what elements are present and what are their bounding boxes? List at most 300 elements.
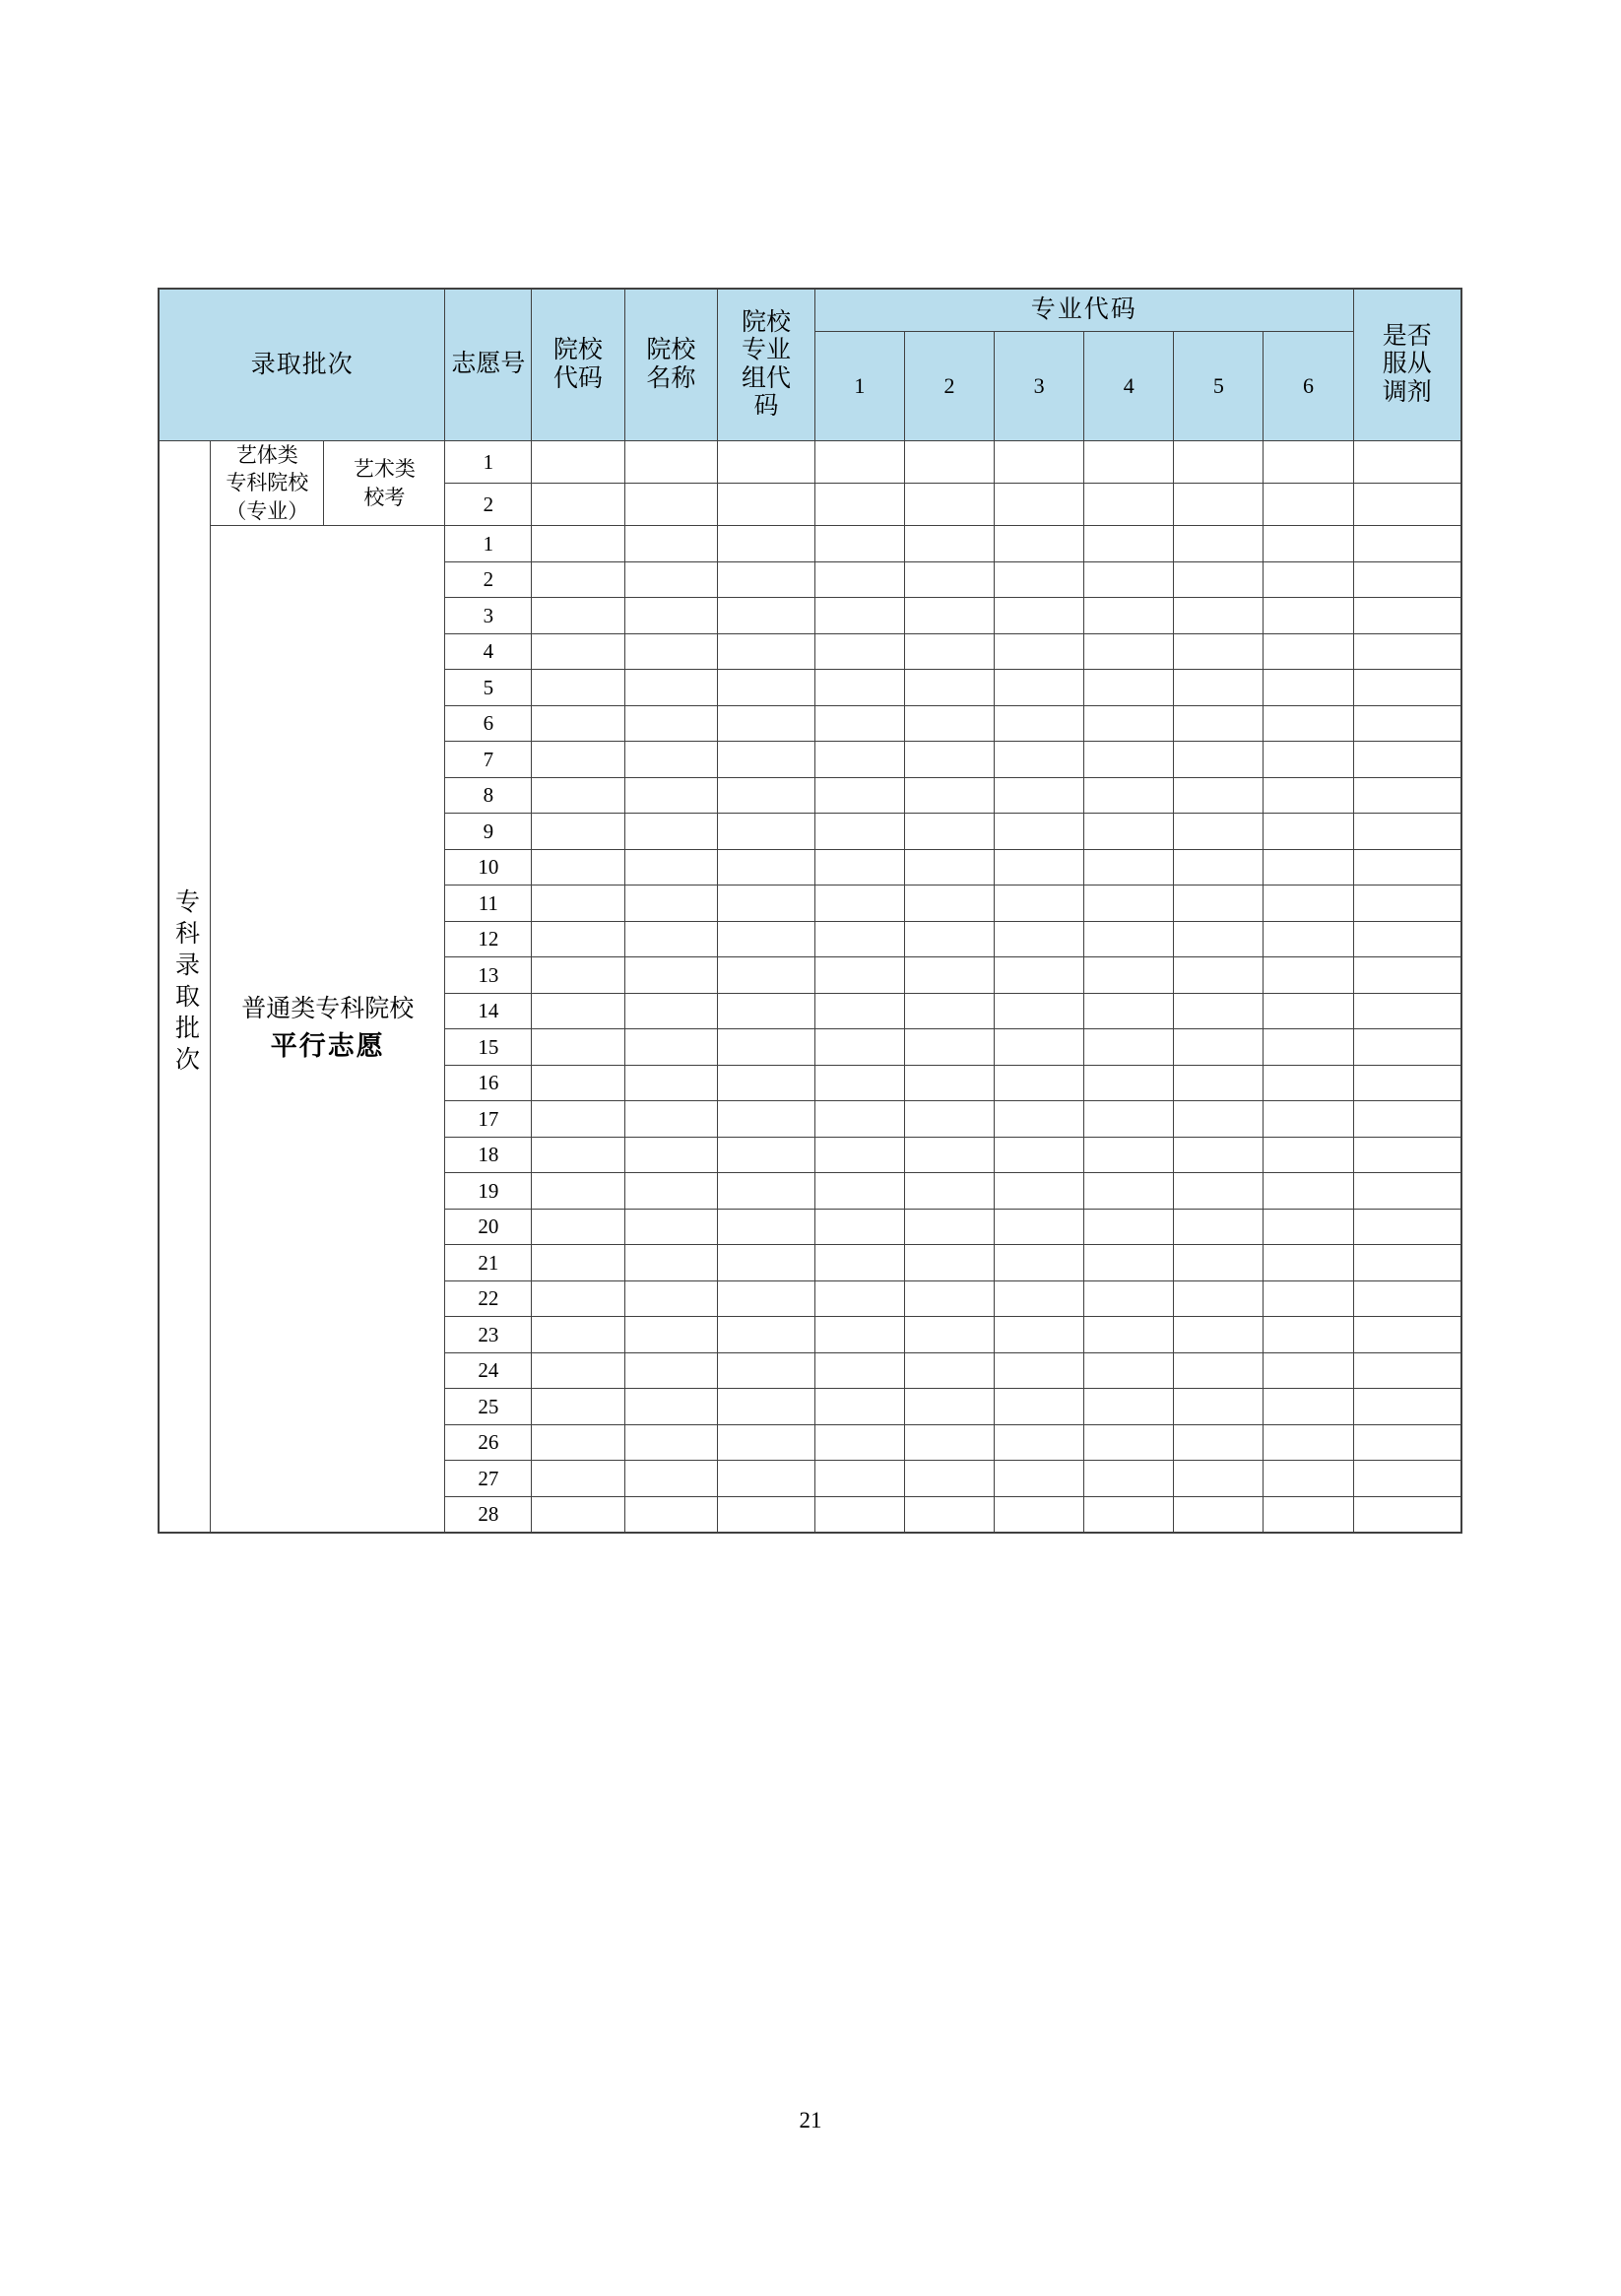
input-cell[interactable] (624, 633, 717, 670)
input-cell[interactable] (624, 1245, 717, 1281)
input-cell[interactable] (1353, 886, 1461, 922)
input-cell[interactable] (624, 742, 717, 778)
input-cell[interactable] (532, 1424, 624, 1461)
input-cell[interactable] (624, 1065, 717, 1101)
input-cell[interactable] (532, 1352, 624, 1389)
input-cell[interactable] (718, 1424, 815, 1461)
input-cell[interactable] (1174, 705, 1264, 742)
input-cell[interactable] (1264, 526, 1353, 562)
input-cell[interactable] (624, 1461, 717, 1497)
input-cell[interactable] (624, 921, 717, 957)
input-cell[interactable] (718, 1389, 815, 1425)
input-cell[interactable] (1264, 1245, 1353, 1281)
input-cell[interactable] (1353, 1352, 1461, 1389)
input-cell[interactable] (718, 670, 815, 706)
input-cell[interactable] (532, 1245, 624, 1281)
input-cell[interactable] (904, 598, 994, 634)
input-cell[interactable] (624, 849, 717, 886)
input-cell[interactable] (1174, 484, 1264, 526)
input-cell[interactable] (814, 957, 904, 994)
input-cell[interactable] (1353, 1496, 1461, 1533)
input-cell[interactable] (624, 886, 717, 922)
input-cell[interactable] (1174, 598, 1264, 634)
input-cell[interactable] (1353, 1389, 1461, 1425)
input-cell[interactable] (814, 1209, 904, 1245)
input-cell[interactable] (814, 1245, 904, 1281)
input-cell[interactable] (624, 1029, 717, 1066)
input-cell[interactable] (1084, 1280, 1174, 1317)
input-cell[interactable] (1174, 1029, 1264, 1066)
input-cell[interactable] (532, 484, 624, 526)
input-cell[interactable] (718, 1352, 815, 1389)
input-cell[interactable] (1174, 1424, 1264, 1461)
input-cell[interactable] (1353, 561, 1461, 598)
input-cell[interactable] (904, 1461, 994, 1497)
input-cell[interactable] (1174, 1496, 1264, 1533)
input-cell[interactable] (904, 1137, 994, 1173)
input-cell[interactable] (1174, 886, 1264, 922)
input-cell[interactable] (1084, 993, 1174, 1029)
input-cell[interactable] (1264, 1209, 1353, 1245)
input-cell[interactable] (532, 705, 624, 742)
input-cell[interactable] (814, 561, 904, 598)
input-cell[interactable] (1174, 1461, 1264, 1497)
input-cell[interactable] (624, 705, 717, 742)
input-cell[interactable] (1353, 1101, 1461, 1138)
input-cell[interactable] (1084, 1029, 1174, 1066)
input-cell[interactable] (1264, 670, 1353, 706)
input-cell[interactable] (718, 886, 815, 922)
input-cell[interactable] (995, 526, 1084, 562)
input-cell[interactable] (1084, 441, 1174, 484)
input-cell[interactable] (904, 814, 994, 850)
input-cell[interactable] (995, 1352, 1084, 1389)
input-cell[interactable] (1084, 921, 1174, 957)
input-cell[interactable] (995, 1101, 1084, 1138)
input-cell[interactable] (995, 814, 1084, 850)
input-cell[interactable] (814, 1029, 904, 1066)
input-cell[interactable] (1264, 1137, 1353, 1173)
input-cell[interactable] (904, 561, 994, 598)
input-cell[interactable] (1353, 705, 1461, 742)
input-cell[interactable] (1353, 814, 1461, 850)
input-cell[interactable] (624, 1280, 717, 1317)
input-cell[interactable] (1264, 1173, 1353, 1210)
input-cell[interactable] (904, 1496, 994, 1533)
input-cell[interactable] (904, 1173, 994, 1210)
input-cell[interactable] (904, 957, 994, 994)
input-cell[interactable] (718, 484, 815, 526)
input-cell[interactable] (532, 1137, 624, 1173)
input-cell[interactable] (904, 1065, 994, 1101)
input-cell[interactable] (904, 441, 994, 484)
input-cell[interactable] (532, 921, 624, 957)
input-cell[interactable] (1353, 742, 1461, 778)
input-cell[interactable] (904, 670, 994, 706)
input-cell[interactable] (1353, 849, 1461, 886)
input-cell[interactable] (624, 1389, 717, 1425)
input-cell[interactable] (995, 441, 1084, 484)
input-cell[interactable] (532, 886, 624, 922)
input-cell[interactable] (1264, 633, 1353, 670)
input-cell[interactable] (718, 1317, 815, 1353)
input-cell[interactable] (904, 993, 994, 1029)
input-cell[interactable] (995, 670, 1084, 706)
input-cell[interactable] (532, 1065, 624, 1101)
input-cell[interactable] (624, 814, 717, 850)
input-cell[interactable] (904, 526, 994, 562)
input-cell[interactable] (1174, 1101, 1264, 1138)
input-cell[interactable] (904, 1352, 994, 1389)
input-cell[interactable] (624, 993, 717, 1029)
input-cell[interactable] (1084, 561, 1174, 598)
input-cell[interactable] (624, 1209, 717, 1245)
input-cell[interactable] (532, 957, 624, 994)
input-cell[interactable] (995, 1173, 1084, 1210)
input-cell[interactable] (532, 561, 624, 598)
input-cell[interactable] (1174, 561, 1264, 598)
input-cell[interactable] (1353, 1424, 1461, 1461)
input-cell[interactable] (624, 670, 717, 706)
input-cell[interactable] (1084, 1137, 1174, 1173)
input-cell[interactable] (1264, 849, 1353, 886)
input-cell[interactable] (1264, 1496, 1353, 1533)
input-cell[interactable] (1084, 1065, 1174, 1101)
input-cell[interactable] (1174, 670, 1264, 706)
input-cell[interactable] (1264, 1389, 1353, 1425)
input-cell[interactable] (1084, 598, 1174, 634)
input-cell[interactable] (1264, 957, 1353, 994)
input-cell[interactable] (904, 484, 994, 526)
input-cell[interactable] (814, 1424, 904, 1461)
input-cell[interactable] (1353, 1029, 1461, 1066)
input-cell[interactable] (1174, 1173, 1264, 1210)
input-cell[interactable] (814, 484, 904, 526)
input-cell[interactable] (532, 598, 624, 634)
input-cell[interactable] (1174, 441, 1264, 484)
input-cell[interactable] (814, 777, 904, 814)
input-cell[interactable] (1353, 1173, 1461, 1210)
input-cell[interactable] (532, 1317, 624, 1353)
input-cell[interactable] (718, 1245, 815, 1281)
input-cell[interactable] (904, 1424, 994, 1461)
input-cell[interactable] (718, 705, 815, 742)
input-cell[interactable] (718, 1496, 815, 1533)
input-cell[interactable] (1353, 921, 1461, 957)
input-cell[interactable] (995, 1137, 1084, 1173)
input-cell[interactable] (1353, 1461, 1461, 1497)
input-cell[interactable] (904, 1389, 994, 1425)
input-cell[interactable] (995, 1245, 1084, 1281)
input-cell[interactable] (1084, 526, 1174, 562)
input-cell[interactable] (624, 561, 717, 598)
input-cell[interactable] (995, 633, 1084, 670)
input-cell[interactable] (1084, 1245, 1174, 1281)
input-cell[interactable] (1174, 1389, 1264, 1425)
input-cell[interactable] (1353, 526, 1461, 562)
input-cell[interactable] (1084, 814, 1174, 850)
input-cell[interactable] (995, 921, 1084, 957)
input-cell[interactable] (718, 742, 815, 778)
input-cell[interactable] (624, 1424, 717, 1461)
input-cell[interactable] (814, 921, 904, 957)
input-cell[interactable] (904, 849, 994, 886)
input-cell[interactable] (814, 1101, 904, 1138)
input-cell[interactable] (1353, 484, 1461, 526)
input-cell[interactable] (1174, 993, 1264, 1029)
input-cell[interactable] (1174, 1245, 1264, 1281)
input-cell[interactable] (1084, 1461, 1174, 1497)
input-cell[interactable] (532, 1496, 624, 1533)
input-cell[interactable] (1353, 1317, 1461, 1353)
input-cell[interactable] (814, 1496, 904, 1533)
input-cell[interactable] (1264, 1029, 1353, 1066)
input-cell[interactable] (904, 921, 994, 957)
input-cell[interactable] (718, 1280, 815, 1317)
input-cell[interactable] (624, 1173, 717, 1210)
input-cell[interactable] (718, 1065, 815, 1101)
input-cell[interactable] (995, 886, 1084, 922)
input-cell[interactable] (1084, 1352, 1174, 1389)
input-cell[interactable] (1174, 1209, 1264, 1245)
input-cell[interactable] (995, 742, 1084, 778)
input-cell[interactable] (995, 1424, 1084, 1461)
input-cell[interactable] (814, 633, 904, 670)
input-cell[interactable] (1353, 1209, 1461, 1245)
input-cell[interactable] (532, 1173, 624, 1210)
input-cell[interactable] (814, 993, 904, 1029)
input-cell[interactable] (995, 849, 1084, 886)
input-cell[interactable] (1084, 1101, 1174, 1138)
input-cell[interactable] (1264, 598, 1353, 634)
input-cell[interactable] (904, 1280, 994, 1317)
input-cell[interactable] (1264, 1424, 1353, 1461)
input-cell[interactable] (1084, 1496, 1174, 1533)
input-cell[interactable] (1264, 993, 1353, 1029)
input-cell[interactable] (1084, 1389, 1174, 1425)
input-cell[interactable] (1353, 993, 1461, 1029)
input-cell[interactable] (814, 814, 904, 850)
input-cell[interactable] (1264, 742, 1353, 778)
input-cell[interactable] (1174, 1317, 1264, 1353)
input-cell[interactable] (718, 921, 815, 957)
input-cell[interactable] (995, 1461, 1084, 1497)
input-cell[interactable] (814, 1389, 904, 1425)
input-cell[interactable] (1264, 1280, 1353, 1317)
input-cell[interactable] (1084, 957, 1174, 994)
input-cell[interactable] (995, 598, 1084, 634)
input-cell[interactable] (1353, 670, 1461, 706)
input-cell[interactable] (1084, 705, 1174, 742)
input-cell[interactable] (1084, 1209, 1174, 1245)
input-cell[interactable] (532, 441, 624, 484)
input-cell[interactable] (995, 1209, 1084, 1245)
input-cell[interactable] (904, 633, 994, 670)
input-cell[interactable] (1353, 777, 1461, 814)
input-cell[interactable] (814, 1280, 904, 1317)
input-cell[interactable] (1084, 484, 1174, 526)
input-cell[interactable] (718, 849, 815, 886)
input-cell[interactable] (1264, 484, 1353, 526)
input-cell[interactable] (1264, 1317, 1353, 1353)
input-cell[interactable] (624, 1137, 717, 1173)
input-cell[interactable] (718, 1101, 815, 1138)
input-cell[interactable] (532, 526, 624, 562)
input-cell[interactable] (532, 742, 624, 778)
input-cell[interactable] (718, 598, 815, 634)
input-cell[interactable] (995, 705, 1084, 742)
input-cell[interactable] (624, 777, 717, 814)
input-cell[interactable] (814, 1352, 904, 1389)
input-cell[interactable] (904, 705, 994, 742)
input-cell[interactable] (904, 742, 994, 778)
input-cell[interactable] (1264, 1065, 1353, 1101)
input-cell[interactable] (532, 1209, 624, 1245)
input-cell[interactable] (1264, 1461, 1353, 1497)
input-cell[interactable] (1174, 957, 1264, 994)
input-cell[interactable] (1174, 777, 1264, 814)
input-cell[interactable] (1264, 1101, 1353, 1138)
input-cell[interactable] (624, 598, 717, 634)
input-cell[interactable] (532, 633, 624, 670)
input-cell[interactable] (814, 705, 904, 742)
input-cell[interactable] (718, 1029, 815, 1066)
input-cell[interactable] (624, 1352, 717, 1389)
input-cell[interactable] (1084, 742, 1174, 778)
input-cell[interactable] (718, 814, 815, 850)
input-cell[interactable] (718, 1137, 815, 1173)
input-cell[interactable] (624, 1101, 717, 1138)
input-cell[interactable] (814, 441, 904, 484)
input-cell[interactable] (995, 1389, 1084, 1425)
input-cell[interactable] (814, 1137, 904, 1173)
input-cell[interactable] (718, 1173, 815, 1210)
input-cell[interactable] (814, 1065, 904, 1101)
input-cell[interactable] (718, 1209, 815, 1245)
input-cell[interactable] (995, 957, 1084, 994)
input-cell[interactable] (995, 1317, 1084, 1353)
input-cell[interactable] (995, 993, 1084, 1029)
input-cell[interactable] (532, 1461, 624, 1497)
input-cell[interactable] (532, 993, 624, 1029)
input-cell[interactable] (624, 441, 717, 484)
input-cell[interactable] (718, 561, 815, 598)
input-cell[interactable] (1174, 1065, 1264, 1101)
input-cell[interactable] (814, 1461, 904, 1497)
input-cell[interactable] (1353, 957, 1461, 994)
input-cell[interactable] (624, 1317, 717, 1353)
input-cell[interactable] (1264, 921, 1353, 957)
input-cell[interactable] (1353, 1065, 1461, 1101)
input-cell[interactable] (624, 957, 717, 994)
input-cell[interactable] (814, 598, 904, 634)
input-cell[interactable] (1084, 1424, 1174, 1461)
input-cell[interactable] (1174, 814, 1264, 850)
input-cell[interactable] (904, 777, 994, 814)
input-cell[interactable] (1174, 1280, 1264, 1317)
input-cell[interactable] (1084, 886, 1174, 922)
input-cell[interactable] (718, 777, 815, 814)
input-cell[interactable] (995, 561, 1084, 598)
input-cell[interactable] (532, 1029, 624, 1066)
input-cell[interactable] (718, 1461, 815, 1497)
input-cell[interactable] (624, 1496, 717, 1533)
input-cell[interactable] (1174, 526, 1264, 562)
input-cell[interactable] (904, 1317, 994, 1353)
input-cell[interactable] (718, 633, 815, 670)
input-cell[interactable] (904, 886, 994, 922)
input-cell[interactable] (718, 441, 815, 484)
input-cell[interactable] (1084, 1317, 1174, 1353)
input-cell[interactable] (904, 1209, 994, 1245)
input-cell[interactable] (1264, 705, 1353, 742)
input-cell[interactable] (1353, 441, 1461, 484)
input-cell[interactable] (718, 526, 815, 562)
input-cell[interactable] (1353, 598, 1461, 634)
input-cell[interactable] (995, 777, 1084, 814)
input-cell[interactable] (1084, 633, 1174, 670)
input-cell[interactable] (1084, 1173, 1174, 1210)
input-cell[interactable] (995, 1280, 1084, 1317)
input-cell[interactable] (1084, 670, 1174, 706)
input-cell[interactable] (814, 670, 904, 706)
input-cell[interactable] (814, 526, 904, 562)
input-cell[interactable] (1264, 814, 1353, 850)
input-cell[interactable] (814, 849, 904, 886)
input-cell[interactable] (532, 1280, 624, 1317)
input-cell[interactable] (1174, 742, 1264, 778)
input-cell[interactable] (1264, 777, 1353, 814)
input-cell[interactable] (1174, 849, 1264, 886)
input-cell[interactable] (532, 814, 624, 850)
input-cell[interactable] (532, 1389, 624, 1425)
input-cell[interactable] (624, 526, 717, 562)
input-cell[interactable] (995, 1496, 1084, 1533)
input-cell[interactable] (995, 1029, 1084, 1066)
input-cell[interactable] (624, 484, 717, 526)
input-cell[interactable] (1174, 1352, 1264, 1389)
input-cell[interactable] (814, 742, 904, 778)
input-cell[interactable] (1353, 1137, 1461, 1173)
input-cell[interactable] (814, 1173, 904, 1210)
input-cell[interactable] (1174, 921, 1264, 957)
input-cell[interactable] (532, 1101, 624, 1138)
input-cell[interactable] (532, 849, 624, 886)
input-cell[interactable] (904, 1245, 994, 1281)
input-cell[interactable] (1084, 777, 1174, 814)
input-cell[interactable] (1353, 1280, 1461, 1317)
input-cell[interactable] (995, 1065, 1084, 1101)
input-cell[interactable] (995, 484, 1084, 526)
input-cell[interactable] (1084, 849, 1174, 886)
input-cell[interactable] (1353, 1245, 1461, 1281)
input-cell[interactable] (1264, 1352, 1353, 1389)
input-cell[interactable] (904, 1029, 994, 1066)
input-cell[interactable] (1353, 633, 1461, 670)
input-cell[interactable] (718, 993, 815, 1029)
input-cell[interactable] (1264, 886, 1353, 922)
input-cell[interactable] (718, 957, 815, 994)
input-cell[interactable] (532, 777, 624, 814)
input-cell[interactable] (1264, 561, 1353, 598)
input-cell[interactable] (904, 1101, 994, 1138)
input-cell[interactable] (532, 670, 624, 706)
input-cell[interactable] (1174, 633, 1264, 670)
input-cell[interactable] (814, 1317, 904, 1353)
input-cell[interactable] (1174, 1137, 1264, 1173)
input-cell[interactable] (1264, 441, 1353, 484)
input-cell[interactable] (814, 886, 904, 922)
